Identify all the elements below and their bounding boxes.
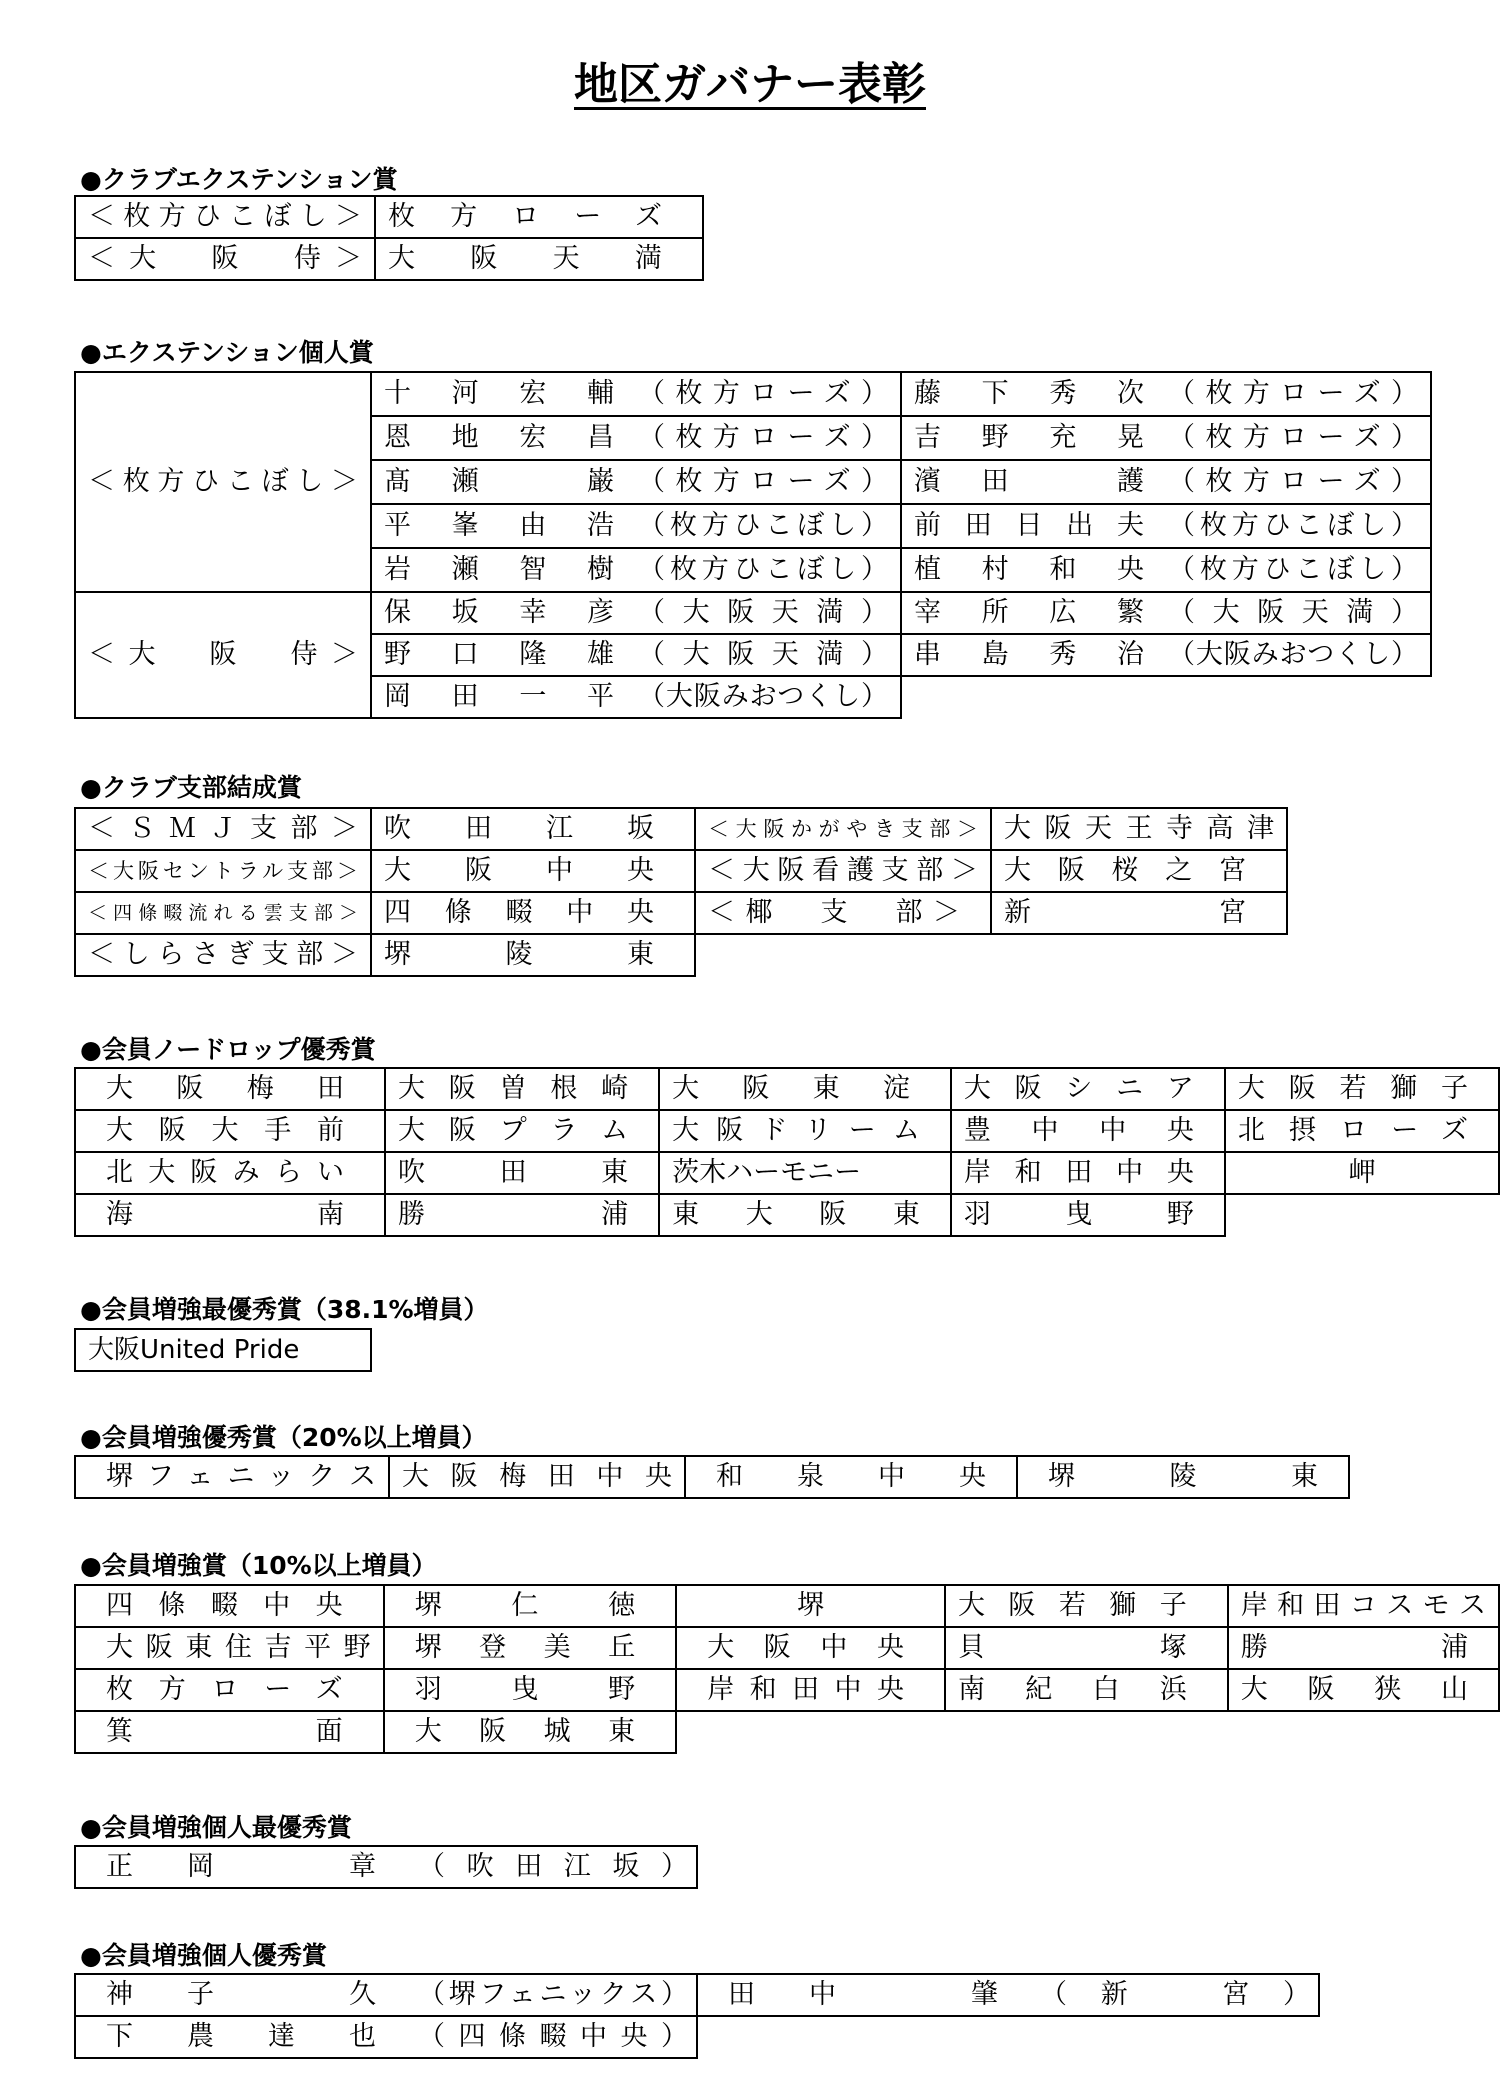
table-cell: 大阪若獅子 [945,1585,1228,1627]
table-cell: 大阪プラム [385,1110,659,1152]
club-extension-table [74,195,704,281]
table-cell: 大阪東住吉平野 [75,1627,384,1669]
table-cell: ＜椰 支 部＞ [695,892,991,934]
table-cell: 大阪城東 [384,1711,677,1753]
table-cell: 四條畷中央 [75,1585,384,1627]
empty-cell [945,1711,1228,1753]
table-cell: 大阪天満 [375,238,703,280]
table-cell: 大阪曽根崎 [385,1068,659,1110]
individual-top-table [74,1845,698,1889]
table-cell: 枚方ローズ [375,196,703,238]
table-cell: 羽曳野 [951,1194,1225,1236]
table-row [75,1456,1349,1498]
table-cell: 恩地宏昌 [371,416,626,460]
table-cell: 吹田東 [385,1152,659,1194]
table-cell: 大阪大手前 [75,1110,385,1152]
table-cell: 平峯由浩 [371,504,626,548]
table-cell: 岸和田中央 [951,1152,1225,1194]
table-row [75,1585,1499,1627]
table-cell: 吉野充晃 [901,416,1156,460]
table-cell: ＜ＳＭＪ支部＞ [75,808,371,850]
table-cell: （枚方ひこぼし） [626,504,901,548]
table-row [75,2016,1319,2058]
page-title: 地区ガバナー表彰 [574,59,926,110]
section-heading-branch-formation: ●クラブ支部結成賞 [80,773,302,802]
table-cell: （四條畷中央） [406,2016,697,2058]
table-cell: 大阪中央 [676,1627,945,1669]
table-cell: 貝 塚 [945,1627,1228,1669]
section-heading-individual-top: ●会員増強個人最優秀賞 [80,1813,352,1842]
table-cell: （枚方ひこぼし） [626,548,901,592]
table-cell: 大阪東淀 [659,1068,951,1110]
individual-excellent-table [74,1973,1320,2059]
empty-cell [676,1711,945,1753]
table-cell: 堺陵東 [1017,1456,1349,1498]
table-cell: 前田日出夫 [901,504,1156,548]
table-cell: （大阪天満） [1156,592,1431,634]
empty-cell [1028,2016,1319,2058]
table-cell: 正岡 章 [75,1846,406,1888]
table-cell: 大阪桜之宮 [991,850,1287,892]
table-cell: （大阪天満） [626,592,901,634]
empty-cell [695,934,991,976]
table-cell: 羽曳野 [384,1669,677,1711]
section-heading-growth-top: ●会員増強最優秀賞（38.1%増員） [80,1295,489,1324]
table-row [75,1669,1499,1711]
table-cell: 豊中中央 [951,1110,1225,1152]
section-heading-extension-individual: ●エクステンション個人賞 [80,338,374,367]
table-row [75,1329,371,1371]
table-cell: （枚方ひこぼし） [1156,504,1431,548]
table-cell: （大阪みおつくし） [1156,634,1431,676]
table-row [75,808,1287,850]
table-cell: 十河宏輔 [371,372,626,416]
table-cell: 神子 久 [75,1974,406,2016]
section-heading-growth-20: ●会員増強優秀賞（20%以上増員） [80,1423,487,1452]
table-cell: 田中 肇 [697,1974,1028,2016]
table-cell: （枚方ローズ） [1156,460,1431,504]
no-drop-table [74,1067,1500,1237]
table-row [75,1846,697,1888]
table-row [75,1068,1499,1110]
table-cell: ＜四條畷流れる雲支部＞ [75,892,371,934]
table-row [75,1711,1499,1753]
table-cell: 海 南 [75,1194,385,1236]
section-heading-growth-10: ●会員増強賞（10%以上増員） [80,1551,437,1580]
table-row [75,372,1431,416]
table-cell: 北大阪みらい [75,1152,385,1194]
table-cell: 東大阪東 [659,1194,951,1236]
table-cell: ＜しらさぎ支部＞ [75,934,371,976]
table-cell: （枚方ローズ） [626,416,901,460]
table-cell: 大阪中央 [371,850,695,892]
table-cell: 濱田 護 [901,460,1156,504]
table-cell: 大阪若獅子 [1225,1068,1499,1110]
table-cell: 保坂幸彦 [371,592,626,634]
table-cell: 勝 浦 [385,1194,659,1236]
table-cell: 箕 面 [75,1711,384,1753]
table-cell: 串島秀治 [901,634,1156,676]
table-cell: 大阪United Pride [75,1329,371,1371]
table-row [75,1152,1499,1194]
table-cell: （枚方ローズ） [1156,416,1431,460]
table-cell: ＜大阪看護支部＞ [695,850,991,892]
empty-cell [1225,1194,1499,1236]
table-cell: 新 宮 [991,892,1287,934]
table-row [75,934,1287,976]
table-cell: 大阪シニア [951,1068,1225,1110]
table-cell: 堺フェニックス [75,1456,389,1498]
section-heading-no-drop: ●会員ノードロップ優秀賞 [80,1035,376,1064]
table-cell: ＜枚方ひこぼし＞ [75,196,375,238]
table-cell: 茨木ハーモニー [659,1152,951,1194]
empty-cell [1228,1711,1499,1753]
table-cell: ＜大 阪 侍＞ [75,238,375,280]
table-cell: （堺フェニックス） [406,1974,697,2016]
table-cell: 野口隆雄 [371,634,626,676]
table-cell: 大阪ドリーム [659,1110,951,1152]
table-cell: 岸和田コスモス [1228,1585,1499,1627]
table-row [75,1627,1499,1669]
club-cell: ＜大 阪 侍＞ [75,592,371,718]
table-cell: 堺陵東 [371,934,695,976]
table-cell: 勝 浦 [1228,1627,1499,1669]
table-row [75,1194,1499,1236]
table-cell: ＜大阪かがやき支部＞ [695,808,991,850]
table-cell: （新 宮） [1028,1974,1319,2016]
table-cell: （枚方ひこぼし） [1156,548,1431,592]
table-cell: （枚方ローズ） [1156,372,1431,416]
table-row [75,1110,1499,1152]
growth-10-table [74,1584,1500,1754]
section-heading-club-extension: ●クラブエクステンション賞 [80,165,398,194]
table-row [75,196,703,238]
table-cell: 岸和田中央 [676,1669,945,1711]
table-cell: ＜大阪セントラル支部＞ [75,850,371,892]
table-cell: 吹田江坂 [371,808,695,850]
empty-cell [991,934,1287,976]
table-cell: （枚方ローズ） [626,460,901,504]
table-cell: 大阪狭山 [1228,1669,1499,1711]
table-cell: 髙瀬 巌 [371,460,626,504]
table-cell: 和泉中央 [685,1456,1017,1498]
table-cell: 岩瀬智樹 [371,548,626,592]
extension-individual-table [74,371,1432,719]
table-cell: 大阪天王寺高津 [991,808,1287,850]
empty-cell [697,2016,1028,2058]
table-row [75,592,1431,634]
table-cell: 南紀白浜 [945,1669,1228,1711]
table-cell: 堺登美丘 [384,1627,677,1669]
table-cell: 宰所広繁 [901,592,1156,634]
table-row [75,1974,1319,2016]
table-cell: 下農達也 [75,2016,406,2058]
empty-cell [901,676,1156,718]
table-cell: （吹田江坂） [406,1846,697,1888]
branch-formation-table [74,807,1288,977]
table-cell: 岬 [1225,1152,1499,1194]
growth-20-table [74,1455,1350,1499]
table-cell: 藤下秀次 [901,372,1156,416]
table-cell: （大阪天満） [626,634,901,676]
table-cell: （大阪みおつくし） [626,676,901,718]
table-cell: 堺仁徳 [384,1585,677,1627]
table-cell: 岡田一平 [371,676,626,718]
table-row [75,850,1287,892]
table-cell: 枚方ローズ [75,1669,384,1711]
table-cell: 北摂ローズ [1225,1110,1499,1152]
table-cell: 四條畷中央 [371,892,695,934]
table-row [75,892,1287,934]
empty-cell [1156,676,1431,718]
growth-top-table [74,1328,372,1372]
table-cell: 堺 [676,1585,945,1627]
table-cell: 大阪梅田 [75,1068,385,1110]
table-cell: （枚方ローズ） [626,372,901,416]
table-row [75,238,703,280]
club-cell: ＜枚方ひこぼし＞ [75,372,371,592]
section-heading-individual-excellent: ●会員増強個人優秀賞 [80,1941,327,1970]
table-cell: 大阪梅田中央 [389,1456,685,1498]
table-cell: 植村和央 [901,548,1156,592]
